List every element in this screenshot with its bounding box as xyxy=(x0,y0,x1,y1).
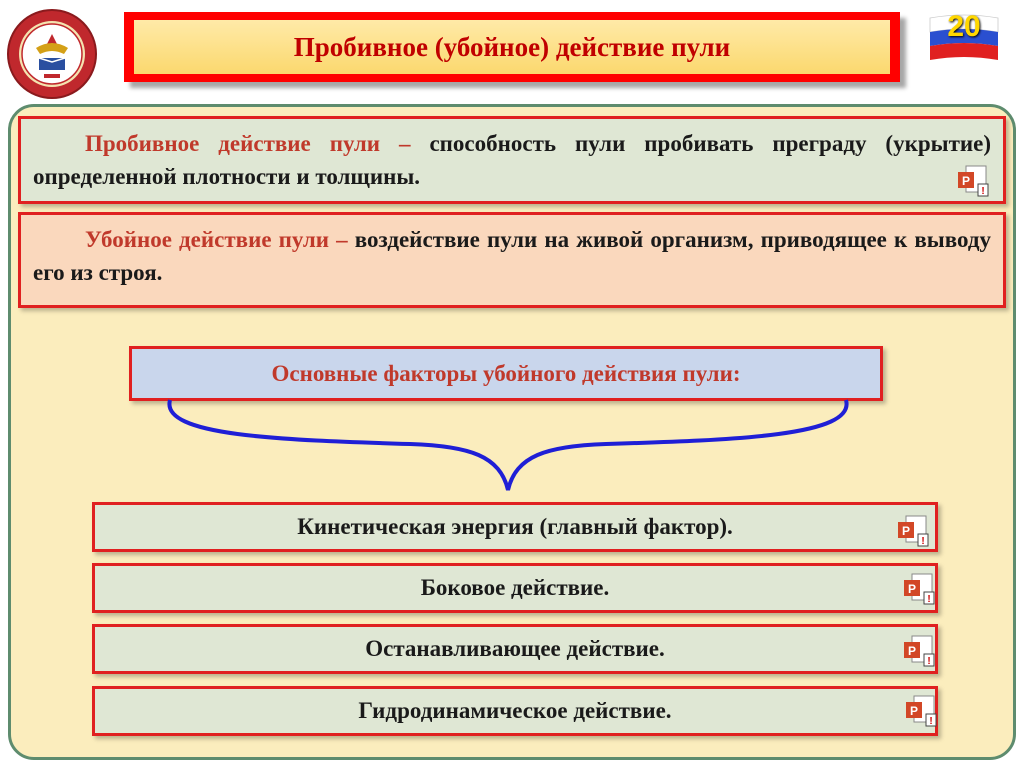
factor-item xyxy=(92,502,938,552)
powerpoint-file-icon[interactable] xyxy=(904,694,938,728)
factor-label: Гидродинамическое действие. xyxy=(358,698,672,723)
factors-heading xyxy=(129,346,883,401)
definition-term: Убойное действие пули – xyxy=(85,227,348,252)
factor-label: Кинетическая энергия (главный фактор). xyxy=(297,514,733,539)
svg-text:!: ! xyxy=(929,716,933,727)
factor-label: Боковое действие. xyxy=(420,575,610,600)
factor-label: Останавливающее действие. xyxy=(365,636,665,661)
definition-term: Пробивное действие пули – xyxy=(85,131,411,156)
definition-text: воздействие пули на живой организм, приводящее к выводу его из строя. xyxy=(33,227,992,286)
title-bar xyxy=(124,12,900,82)
factors-heading-text: Основные факторы убойного действия пули: xyxy=(271,360,741,386)
svg-text:P: P xyxy=(901,524,911,538)
definition-penetrating xyxy=(18,116,1006,204)
svg-text:!: ! xyxy=(927,594,931,605)
powerpoint-file-icon[interactable] xyxy=(902,572,936,606)
svg-text:!: ! xyxy=(981,186,985,197)
definition-text: способность пули пробивать преграду (укрытие) определенной плотности и толщины. xyxy=(33,131,991,190)
svg-text:P: P xyxy=(907,582,917,596)
powerpoint-file-icon[interactable] xyxy=(902,634,936,668)
military-department-emblem xyxy=(6,8,98,100)
powerpoint-file-icon[interactable] xyxy=(896,514,930,548)
slide-number: 20 xyxy=(947,10,981,43)
svg-text:P: P xyxy=(909,704,919,718)
powerpoint-file-icon[interactable] xyxy=(956,164,990,198)
svg-text:!: ! xyxy=(927,656,931,667)
factor-item xyxy=(92,624,938,674)
factor-item xyxy=(92,563,938,613)
definition-lethal xyxy=(18,212,1006,308)
curly-brace xyxy=(160,396,856,496)
slide-title: Пробивное (убойное) действие пули xyxy=(293,31,731,62)
svg-text:!: ! xyxy=(921,536,925,547)
factor-item xyxy=(92,686,938,736)
svg-text:P: P xyxy=(961,174,971,188)
svg-text:P: P xyxy=(907,644,917,658)
